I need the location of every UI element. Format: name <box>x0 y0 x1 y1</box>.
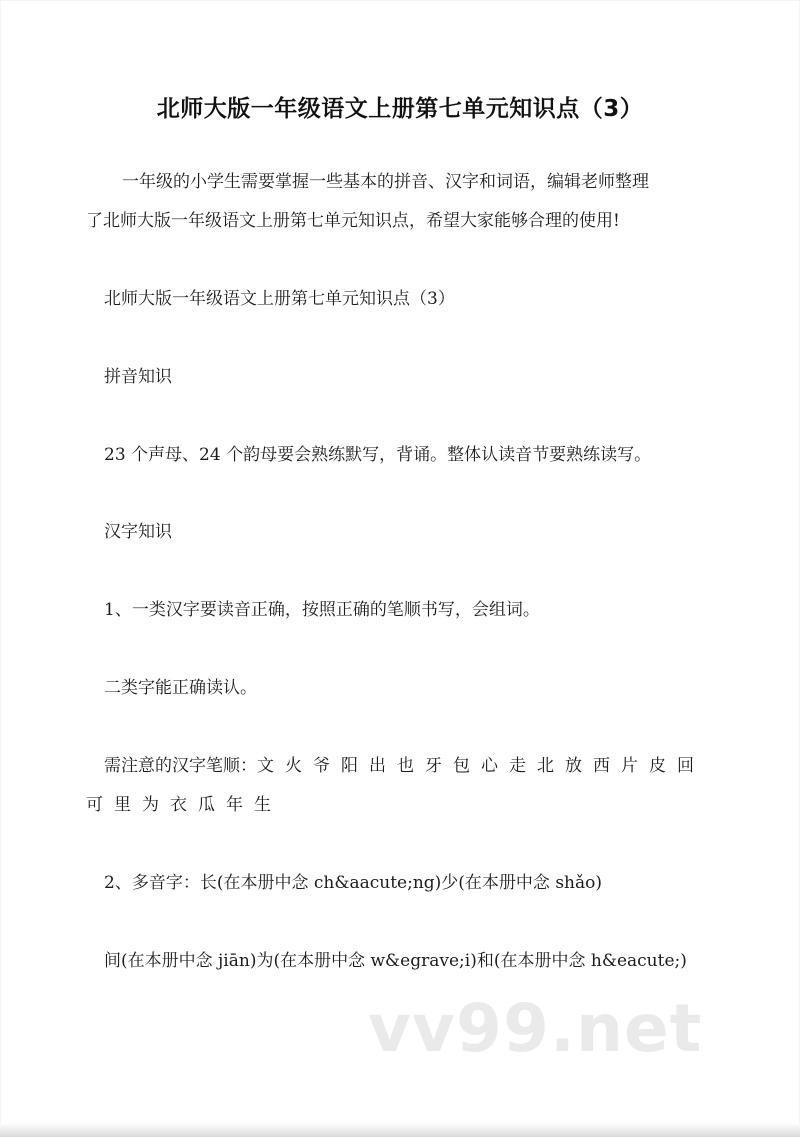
pinyin-text: 23 个声母、24 个韵母要会熟练默写，背诵。整体认读音节要熟练读写。 <box>104 445 652 465</box>
stroke-order-chars-2: 可里为衣瓜年生 <box>86 795 282 815</box>
polyphone-line-1: 2、多音字：长(在本册中念 ch&aacute;ng)少(在本册中念 shǎo) <box>104 873 602 893</box>
stroke-order-line-1 <box>104 754 705 778</box>
watermark: vv99.net <box>368 990 703 1067</box>
intro-line-2: 了北师大版一年级语文上册第七单元知识点，希望大家能够合理的使用! <box>86 211 620 231</box>
pinyin-heading: 拼音知识 <box>104 367 172 387</box>
stroke-order-label: 需注意的汉字笔顺： <box>104 756 257 776</box>
hanzi-heading: 汉字知识 <box>104 522 172 542</box>
polyphone-line-2: 间(在本册中念 jiān)为(在本册中念 w&egrave;i)和(在本册中念 h&eacute;) <box>104 951 687 971</box>
page-bottom-edge <box>0 1123 800 1137</box>
section-subtitle: 北师大版一年级语文上册第七单元知识点（3） <box>104 289 455 309</box>
hanzi-item-1b: 二类字能正确读认。 <box>104 678 257 698</box>
hanzi-item-1: 1、一类汉字要读音正确，按照正确的笔顺书写，会组词。 <box>104 600 540 620</box>
intro-line-1: 一年级的小学生需要掌握一些基本的拼音、汉字和词语，编辑老师整理 <box>122 172 649 192</box>
document-title: 北师大版一年级语文上册第七单元知识点（3） <box>156 96 644 122</box>
stroke-order-chars-1: 文火爷阳出也牙包心走北放西片皮回 <box>257 756 705 776</box>
